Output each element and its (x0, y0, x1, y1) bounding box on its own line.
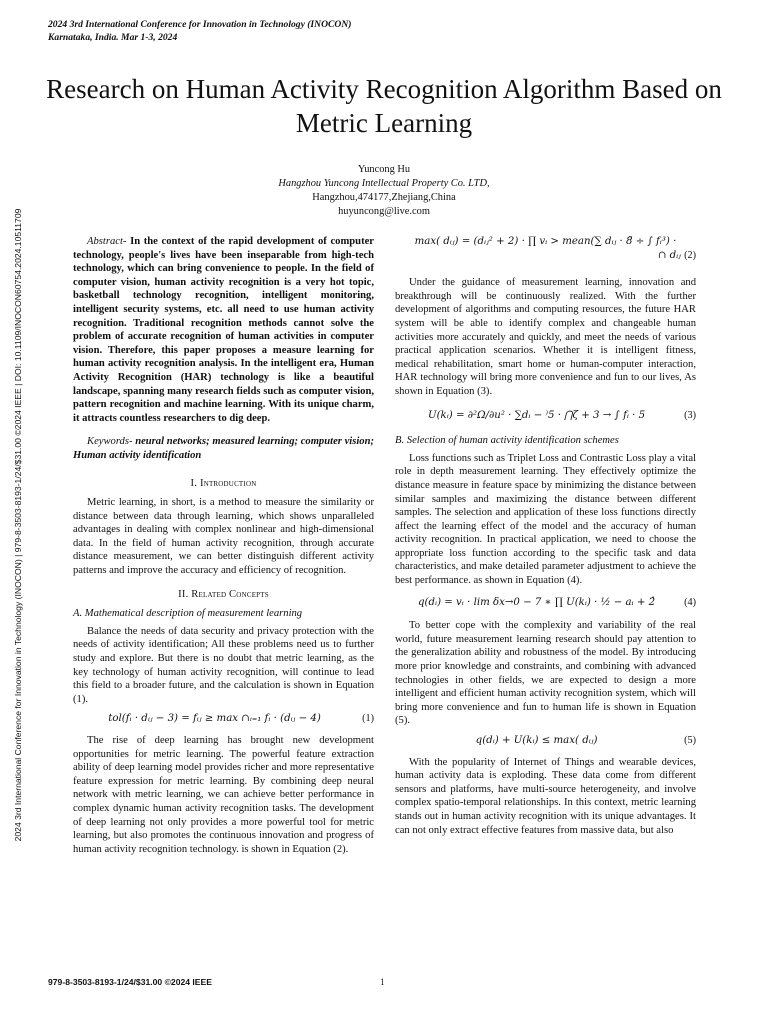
paragraph-b2: To better cope with the complexity and variability of the real world, future measurement learning research should pay attention to the generalization ability and robustness of the model. By introducing more prior knowledge and constraints, and combining with advanced technologies in other fields, we are expected to design a more intelligent and efficient human activity recognition system, which will bring more convenience and fun to human life is shown in Equation (5). (395, 620, 696, 727)
right-column (395, 235, 696, 841)
equation-5-expression: q(dᵢ) + U(kᵢ) ≤ max( dᵢⱼ) (475, 735, 598, 746)
author-affiliation: Hangzhou Yuncong Intellectual Property Co. LTD, (278, 178, 490, 189)
equation-2-line-1: max( dᵢⱼ) = (dᵢⱼ² + 2) · ∏ vᵢ > mean(∑ dᵢⱼ · 8̃ ÷ ∫ fᵢ³) · (414, 236, 677, 247)
paragraph-b3: With the popularity of Internet of Things and wearable devices, human activity data is exploding. These data come from different sensors and platforms, have multi-source heterogeneity, and involve complex spatio-temporal relationships. In this context, metric learning stands out in human activity recognition with its unique advantages. It can not only extract effective features from massive data, but also (395, 756, 696, 836)
equation-2-line-2-expr: ∩ dᵢⱼ (657, 249, 681, 261)
keywords-text: neural networks; measured learning; computer vision; Human activity identification (73, 436, 374, 461)
author-block (184, 163, 584, 219)
author-email: huyuncong@live.com (338, 206, 430, 217)
section-heading-related-concepts: II. Related Concepts (178, 588, 269, 600)
equation-5-number: (5) (684, 735, 696, 746)
page-number: 1 (380, 977, 385, 987)
equation-2-number: (2) (684, 249, 696, 261)
keywords-lead: Keywords- (87, 436, 133, 448)
equation-2-line-2 (395, 249, 696, 263)
doi-text: 2024 3rd International Conference for Innovation in Technology (INOCON) | 979-8-3503-8193-1/24/$31.00 ©2024 IEEE | DOI: 10.1109/INOCON60754.2024.10511709 (13, 208, 23, 842)
keywords (73, 435, 374, 462)
equation-4 (395, 596, 696, 610)
paper-title: Research on Human Activity Recognition Algorithm Based on Metric Learning (46, 74, 722, 138)
equation-2 (395, 235, 696, 262)
paragraph-r1: Under the guidance of measurement learning, innovation and breakthrough will be continuously realized. With the further development of algorithms and computing resources, the future HAR system will be able to identify complex and changeable human activities more accurately and quickly, and meet the needs of various practical application scenarios. Whether it is intelligent fitness, medical rehabilitation, smart home or human-computer interaction, HAR technology will bring more convenience and fun to our lives, As shown in Equation (3). (395, 277, 696, 397)
paragraph-b1: Loss functions such as Triplet Loss and Contrastic Loss play a vital role in depth measurement learning. They effectively optimize the distance measure in feature space by minimizing the distance between similar samples and maximizing the distance between different samples. The selection and application of these loss functions directly affect the learning effect of the model and the accuracy of human activity recognition. In practical application, we need to choose the appropriate loss function according to the specific task and data characteristics, and make detailed parameter adjustment to achieve the best performance. as shown in Equation (4). (395, 452, 696, 587)
left-column (73, 235, 374, 860)
equation-1-expression: tol(fᵢ · dᵢⱼ − 3) = fᵢⱼ ≥ max ∩ᵢ₌₁ fᵢ · (dᵢⱼ − 4) (108, 713, 321, 725)
conference-name: 2024 3rd International Conference for Innovation in Technology (INOCON) (48, 19, 352, 30)
equation-5 (395, 734, 696, 748)
section-heading-introduction: I. Introduction (190, 477, 257, 489)
equation-3-expression: U(kᵢ) = ∂²Ω/∂u² · ∑dᵢ − ⁾5 · ⋂ζ + 3 → ∫ fᵢ · 5 (427, 409, 646, 421)
paragraph-a2: The rise of deep learning has brought new development opportunities for metric learning. The powerful feature extraction ability of deep learning model provides richer and more representative feature expression for metric learning. By combining deep neural network with metric learning, we can achieve better performance in complex dynamic human activity recognition tasks. The development of deep learning not only provides a more powerful tool for metric learning, but also promotes the continuous innovation and progress of human activity recognition technology. is shown in Equation (2). (73, 735, 374, 855)
paragraph-a1: Balance the needs of data security and privacy protection with the needs of activity identification; All these problems need us to further study and explore. But there is no doubt that metric learning, as the key technology of human activity recognition, will continue to lead this field to a broader future, and the calculation is shown in Equation (1). (73, 625, 374, 705)
author-name: Yuncong Hu (357, 164, 411, 175)
equation-1-number: (1) (362, 713, 374, 725)
subsection-heading-b: B. Selection of human activity identification schemes (395, 435, 619, 447)
footer-copyright: 979-8-3503-8193-1/24/$31.00 ©2024 IEEE (48, 977, 213, 987)
abstract-lead: Abstract- (87, 236, 127, 247)
abstract (73, 235, 374, 425)
author-address: Hangzhou,474177,Zhejiang,China (312, 192, 456, 203)
equation-3 (395, 409, 696, 423)
intro-paragraph: Metric learning, in short, is a method to measure the similarity or distance between data through learning, which shows unparalleled advantages in dealing with complex nonlinear and high-dimensional data. In the field of human activity recognition, through accurate distance measurement, we can better distinguish different activity patterns and improve the accuracy and efficiency of recognition. (73, 497, 374, 577)
equation-3-number: (3) (684, 409, 696, 421)
subsection-heading-a: A. Mathematical description of measurement learning (73, 608, 303, 620)
doi-side-strip (12, 155, 24, 895)
equation-4-expression: q(dᵢ) = vᵢ · lim δx→0 − 7 ∗ ∏ U(kᵢ) · ½ − aᵢ + 2̂ (418, 596, 656, 608)
abstract-text: In the context of the rapid development of computer technology, people's lives have been inseparable from high-tech technology, which can bring convenience to people. In the field of computer vision, human activity recognition is a very hot topic, basketball technology recognition, intelligent monitoring, intelligent security systems, etc. all need to use human activity recognition. Traditional recognition methods cannot solve the problem of accurate recognition of human activities in computer vision. Therefore, this paper proposes a measure learning for human activity recognition analysis. In the intelligent era, Human Activity Recognition (HAR) technology is like a beautiful landscape, spanning many research fields such as computer vision, pattern recognition and machine learning. With its unique charm, it attracts countless researchers to dig deep. (73, 236, 374, 424)
conference-location: Karnataka, India. Mar 1-3, 2024 (48, 31, 178, 43)
equation-1 (73, 712, 374, 726)
equation-4-number: (4) (684, 596, 696, 608)
conference-header (48, 19, 351, 44)
